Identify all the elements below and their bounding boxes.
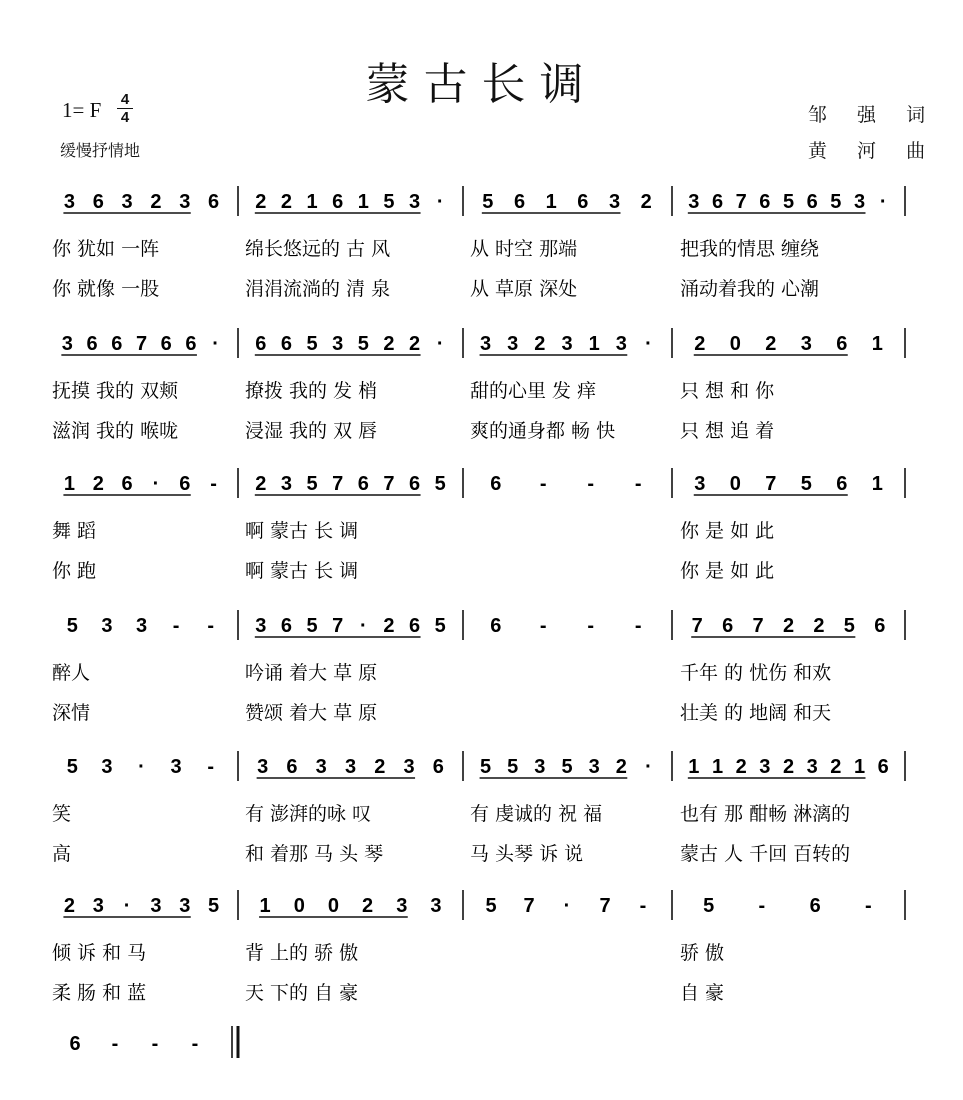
note: 2 [374, 756, 386, 778]
lyric-line-2: 你 是 如 此 [680, 560, 775, 582]
note: 0 [729, 473, 741, 495]
note: 7 [383, 473, 395, 495]
lyric-line-1: 舞 蹈 [52, 520, 97, 542]
note: 2 [765, 333, 777, 355]
note: 5 [800, 473, 812, 495]
duration-dash: - [172, 615, 180, 637]
note: 5 [480, 756, 492, 778]
lyric-line-2: 你 跑 [52, 560, 97, 582]
lyric-line-2: 壮美 的 地阔 和天 [680, 702, 832, 724]
note: 5 [830, 191, 842, 213]
note: 6 [332, 191, 344, 213]
note: 5 [306, 473, 318, 495]
note: 0 [327, 895, 339, 917]
note: 3 [480, 333, 492, 355]
note: 2 [694, 333, 706, 355]
lyric-line-1: 你 犹如 一阵 [52, 238, 160, 260]
note: 5 [485, 895, 497, 917]
note: 7 [332, 473, 344, 495]
note: 3 [101, 615, 113, 637]
note: 3 [101, 756, 113, 778]
note: 2 [830, 756, 842, 778]
time-signature-top: 4 [120, 91, 130, 108]
duration-dash: - [634, 473, 642, 495]
note: 6 [806, 191, 818, 213]
note: 3 [255, 615, 267, 637]
note: 3 [409, 191, 421, 213]
lyric-line-1: 抚摸 我的 双颊 [52, 380, 179, 402]
augmentation-dot: · [436, 191, 444, 213]
duration-dash: - [539, 473, 547, 495]
lyric-line-2: 马 头琴 诉 说 [470, 843, 584, 865]
note: 7 [332, 615, 344, 637]
note: 5 [434, 473, 446, 495]
note: 5 [66, 756, 78, 778]
song-title: 蒙古长调 [365, 59, 598, 110]
time-signature-bottom: 4 [120, 109, 130, 126]
augmentation-dot: · [359, 615, 367, 637]
lyricist-credit: 邹 强 词 [808, 104, 938, 126]
note: 5 [434, 615, 446, 637]
note: 3 [150, 895, 162, 917]
note: 5 [507, 756, 519, 778]
note: 6 [711, 191, 724, 213]
note: 1 [688, 756, 700, 778]
note: 2 [782, 615, 795, 637]
lyric-line-1: 只 想 和 你 [680, 380, 775, 402]
note: 2 [782, 756, 795, 778]
note: 1 [63, 473, 75, 495]
note: 1 [306, 191, 318, 213]
note: 6 [874, 615, 886, 637]
lyric-line-1: 撩拨 我的 发 梢 [245, 380, 378, 402]
note: 7 [752, 615, 764, 637]
lyric-line-1: 醉人 [52, 662, 91, 684]
note: 2 [813, 615, 825, 637]
duration-dash: - [758, 895, 766, 917]
lyric-line-1: 从 时空 那端 [470, 238, 578, 260]
note: 5 [782, 191, 795, 213]
lyric-line-1: 笑 [52, 803, 72, 825]
lyric-line-1: 骄 傲 [680, 942, 725, 964]
lyric-line-2: 深情 [52, 702, 91, 724]
lyric-line-2: 蒙古 人 千回 百转的 [680, 843, 851, 865]
note: 6 [722, 615, 734, 637]
note: 2 [255, 473, 267, 495]
note: 3 [561, 333, 573, 355]
note: 6 [759, 191, 771, 213]
note: 6 [160, 333, 172, 355]
note: 3 [507, 333, 519, 355]
lyric-line-1: 啊 蒙古 长 调 [245, 520, 359, 542]
lyric-line-2: 涓涓流淌的 清 泉 [245, 278, 391, 300]
note: 1 [259, 895, 271, 917]
lyric-line-2: 高 [52, 843, 72, 865]
note: 7 [523, 895, 535, 917]
augmentation-dot: · [879, 191, 887, 213]
note: 2 [534, 333, 546, 355]
note: 6 [432, 756, 444, 778]
duration-dash: - [587, 473, 595, 495]
lyric-line-2: 赞颂 着大 草 原 [245, 702, 378, 724]
note: 1 [588, 333, 600, 355]
note: 7 [735, 191, 747, 213]
note: 2 [615, 756, 627, 778]
lyric-line-1: 有 澎湃的咏 叹 [245, 803, 372, 825]
lyric-line-2: 天 下的 自 豪 [245, 982, 359, 1004]
note: 7 [765, 473, 777, 495]
lyric-line-1: 背 上的 骄 傲 [245, 942, 359, 964]
note: 5 [383, 191, 395, 213]
augmentation-dot: · [436, 333, 444, 355]
note: 3 [688, 191, 700, 213]
lyric-line-1: 你 是 如 此 [680, 520, 775, 542]
note: 3 [694, 473, 706, 495]
note: 6 [286, 756, 298, 778]
lyric-line-2: 你 就像 一股 [52, 278, 160, 300]
note: 6 [255, 333, 267, 355]
note: 3 [179, 191, 191, 213]
duration-dash: - [191, 1033, 199, 1055]
note: 3 [403, 756, 415, 778]
composer-credit: 黄 河 曲 [808, 140, 938, 162]
duration-dash: - [210, 473, 217, 495]
note: 6 [409, 615, 421, 637]
duration-dash: - [539, 615, 547, 637]
note: 3 [61, 333, 73, 355]
lyric-line-2: 从 草原 深处 [470, 278, 578, 300]
note: 5 [357, 333, 369, 355]
note: 6 [877, 756, 889, 778]
note: 6 [513, 191, 526, 213]
note: 1 [853, 756, 866, 778]
note: 6 [836, 333, 848, 355]
duration-dash: - [111, 1033, 119, 1055]
note: 3 [806, 756, 818, 778]
note: 3 [800, 333, 812, 355]
note: 2 [735, 756, 747, 778]
note: 6 [69, 1033, 81, 1055]
note: 6 [357, 473, 369, 495]
note: 3 [588, 756, 600, 778]
note: 6 [490, 615, 502, 637]
note: 3 [135, 615, 148, 637]
lyric-line-1: 倾 诉 和 马 [52, 942, 147, 964]
lyric-line-1: 千年 的 忧伤 和欢 [680, 662, 832, 684]
note: 3 [179, 895, 191, 917]
note: 5 [306, 333, 318, 355]
lyric-line-2: 柔 肠 和 蓝 [52, 982, 147, 1004]
note: 0 [293, 895, 305, 917]
lyric-line-2: 啊 蒙古 长 调 [245, 560, 359, 582]
lyric-line-1: 绵长悠远的 古 风 [245, 238, 391, 260]
augmentation-dot: · [138, 756, 145, 778]
note: 6 [86, 333, 98, 355]
note: 2 [255, 191, 267, 213]
note: 6 [280, 333, 292, 355]
note: 3 [534, 756, 546, 778]
augmentation-dot: · [152, 473, 160, 495]
note: 3 [344, 756, 357, 778]
note: 3 [430, 895, 442, 917]
note: 2 [383, 615, 395, 637]
key-signature: 1= F [62, 98, 102, 122]
note: 2 [640, 191, 652, 213]
duration-dash: - [634, 615, 642, 637]
note: 3 [315, 756, 327, 778]
note: 7 [599, 895, 611, 917]
note: 6 [836, 473, 848, 495]
note: 1 [357, 191, 369, 213]
lyric-line-1: 把我的情思 缠绕 [680, 238, 820, 260]
note: 7 [691, 615, 703, 637]
note: 6 [185, 333, 197, 355]
note: 1 [711, 756, 724, 778]
augmentation-dot: · [212, 333, 219, 355]
augmentation-dot: · [645, 756, 652, 778]
note: 6 [179, 473, 191, 495]
note: 5 [843, 615, 855, 637]
lyric-line-1: 也有 那 酣畅 淋漓的 [680, 803, 851, 825]
note: 2 [63, 895, 75, 917]
note: 5 [561, 756, 573, 778]
note: 6 [490, 473, 502, 495]
note: 2 [409, 333, 421, 355]
lyric-line-2: 自 豪 [680, 982, 725, 1004]
note: 2 [92, 473, 104, 495]
note: 3 [615, 333, 627, 355]
note: 1 [871, 473, 883, 495]
note: 3 [170, 756, 182, 778]
lyric-line-2: 和 着那 马 头 琴 [245, 843, 384, 865]
note: 5 [482, 191, 494, 213]
lyric-line-1: 吟诵 着大 草 原 [245, 662, 378, 684]
lyric-line-2: 浸湿 我的 双 唇 [245, 420, 378, 442]
duration-dash: - [865, 895, 872, 917]
duration-dash: - [587, 615, 595, 637]
tempo-marking: 缓慢抒情地 [60, 141, 141, 160]
note: 3 [853, 191, 866, 213]
note: 6 [92, 191, 104, 213]
note: 6 [111, 333, 123, 355]
note: 6 [280, 615, 292, 637]
note: 5 [306, 615, 318, 637]
lyric-line-2: 爽的通身都 畅 快 [470, 420, 616, 442]
lyric-line-2: 涌动着我的 心潮 [680, 278, 820, 300]
note: 5 [66, 615, 78, 637]
note: 6 [809, 895, 821, 917]
note: 2 [383, 333, 395, 355]
note: 5 [208, 895, 220, 917]
note: 3 [63, 191, 75, 213]
lyric-line-2: 只 想 追 着 [680, 420, 775, 442]
note: 3 [257, 756, 269, 778]
note: 5 [703, 895, 715, 917]
lyric-line-2: 滋润 我的 喉咙 [52, 420, 179, 442]
augmentation-dot: · [123, 895, 131, 917]
note: 6 [409, 473, 421, 495]
note: 3 [608, 191, 621, 213]
note: 3 [396, 895, 408, 917]
duration-dash: - [639, 895, 647, 917]
note: 3 [121, 191, 133, 213]
note: 3 [759, 756, 771, 778]
lyric-line-1: 有 虔诚的 祝 福 [470, 803, 603, 825]
note: 1 [871, 333, 883, 355]
note: 7 [135, 333, 148, 355]
duration-dash: - [151, 1033, 159, 1055]
note: 6 [577, 191, 589, 213]
note: 2 [362, 895, 374, 917]
note: 1 [545, 191, 557, 213]
note: 2 [280, 191, 292, 213]
lyric-line-1: 甜的心里 发 痒 [470, 380, 597, 402]
note: 2 [150, 191, 162, 213]
augmentation-dot: · [563, 895, 571, 917]
duration-dash: - [207, 615, 215, 637]
duration-dash: - [207, 756, 215, 778]
note: 3 [92, 895, 104, 917]
note: 0 [729, 333, 741, 355]
augmentation-dot: · [645, 333, 652, 355]
note: 6 [208, 191, 220, 213]
note: 3 [332, 333, 344, 355]
note: 6 [121, 473, 133, 495]
note: 3 [280, 473, 292, 495]
